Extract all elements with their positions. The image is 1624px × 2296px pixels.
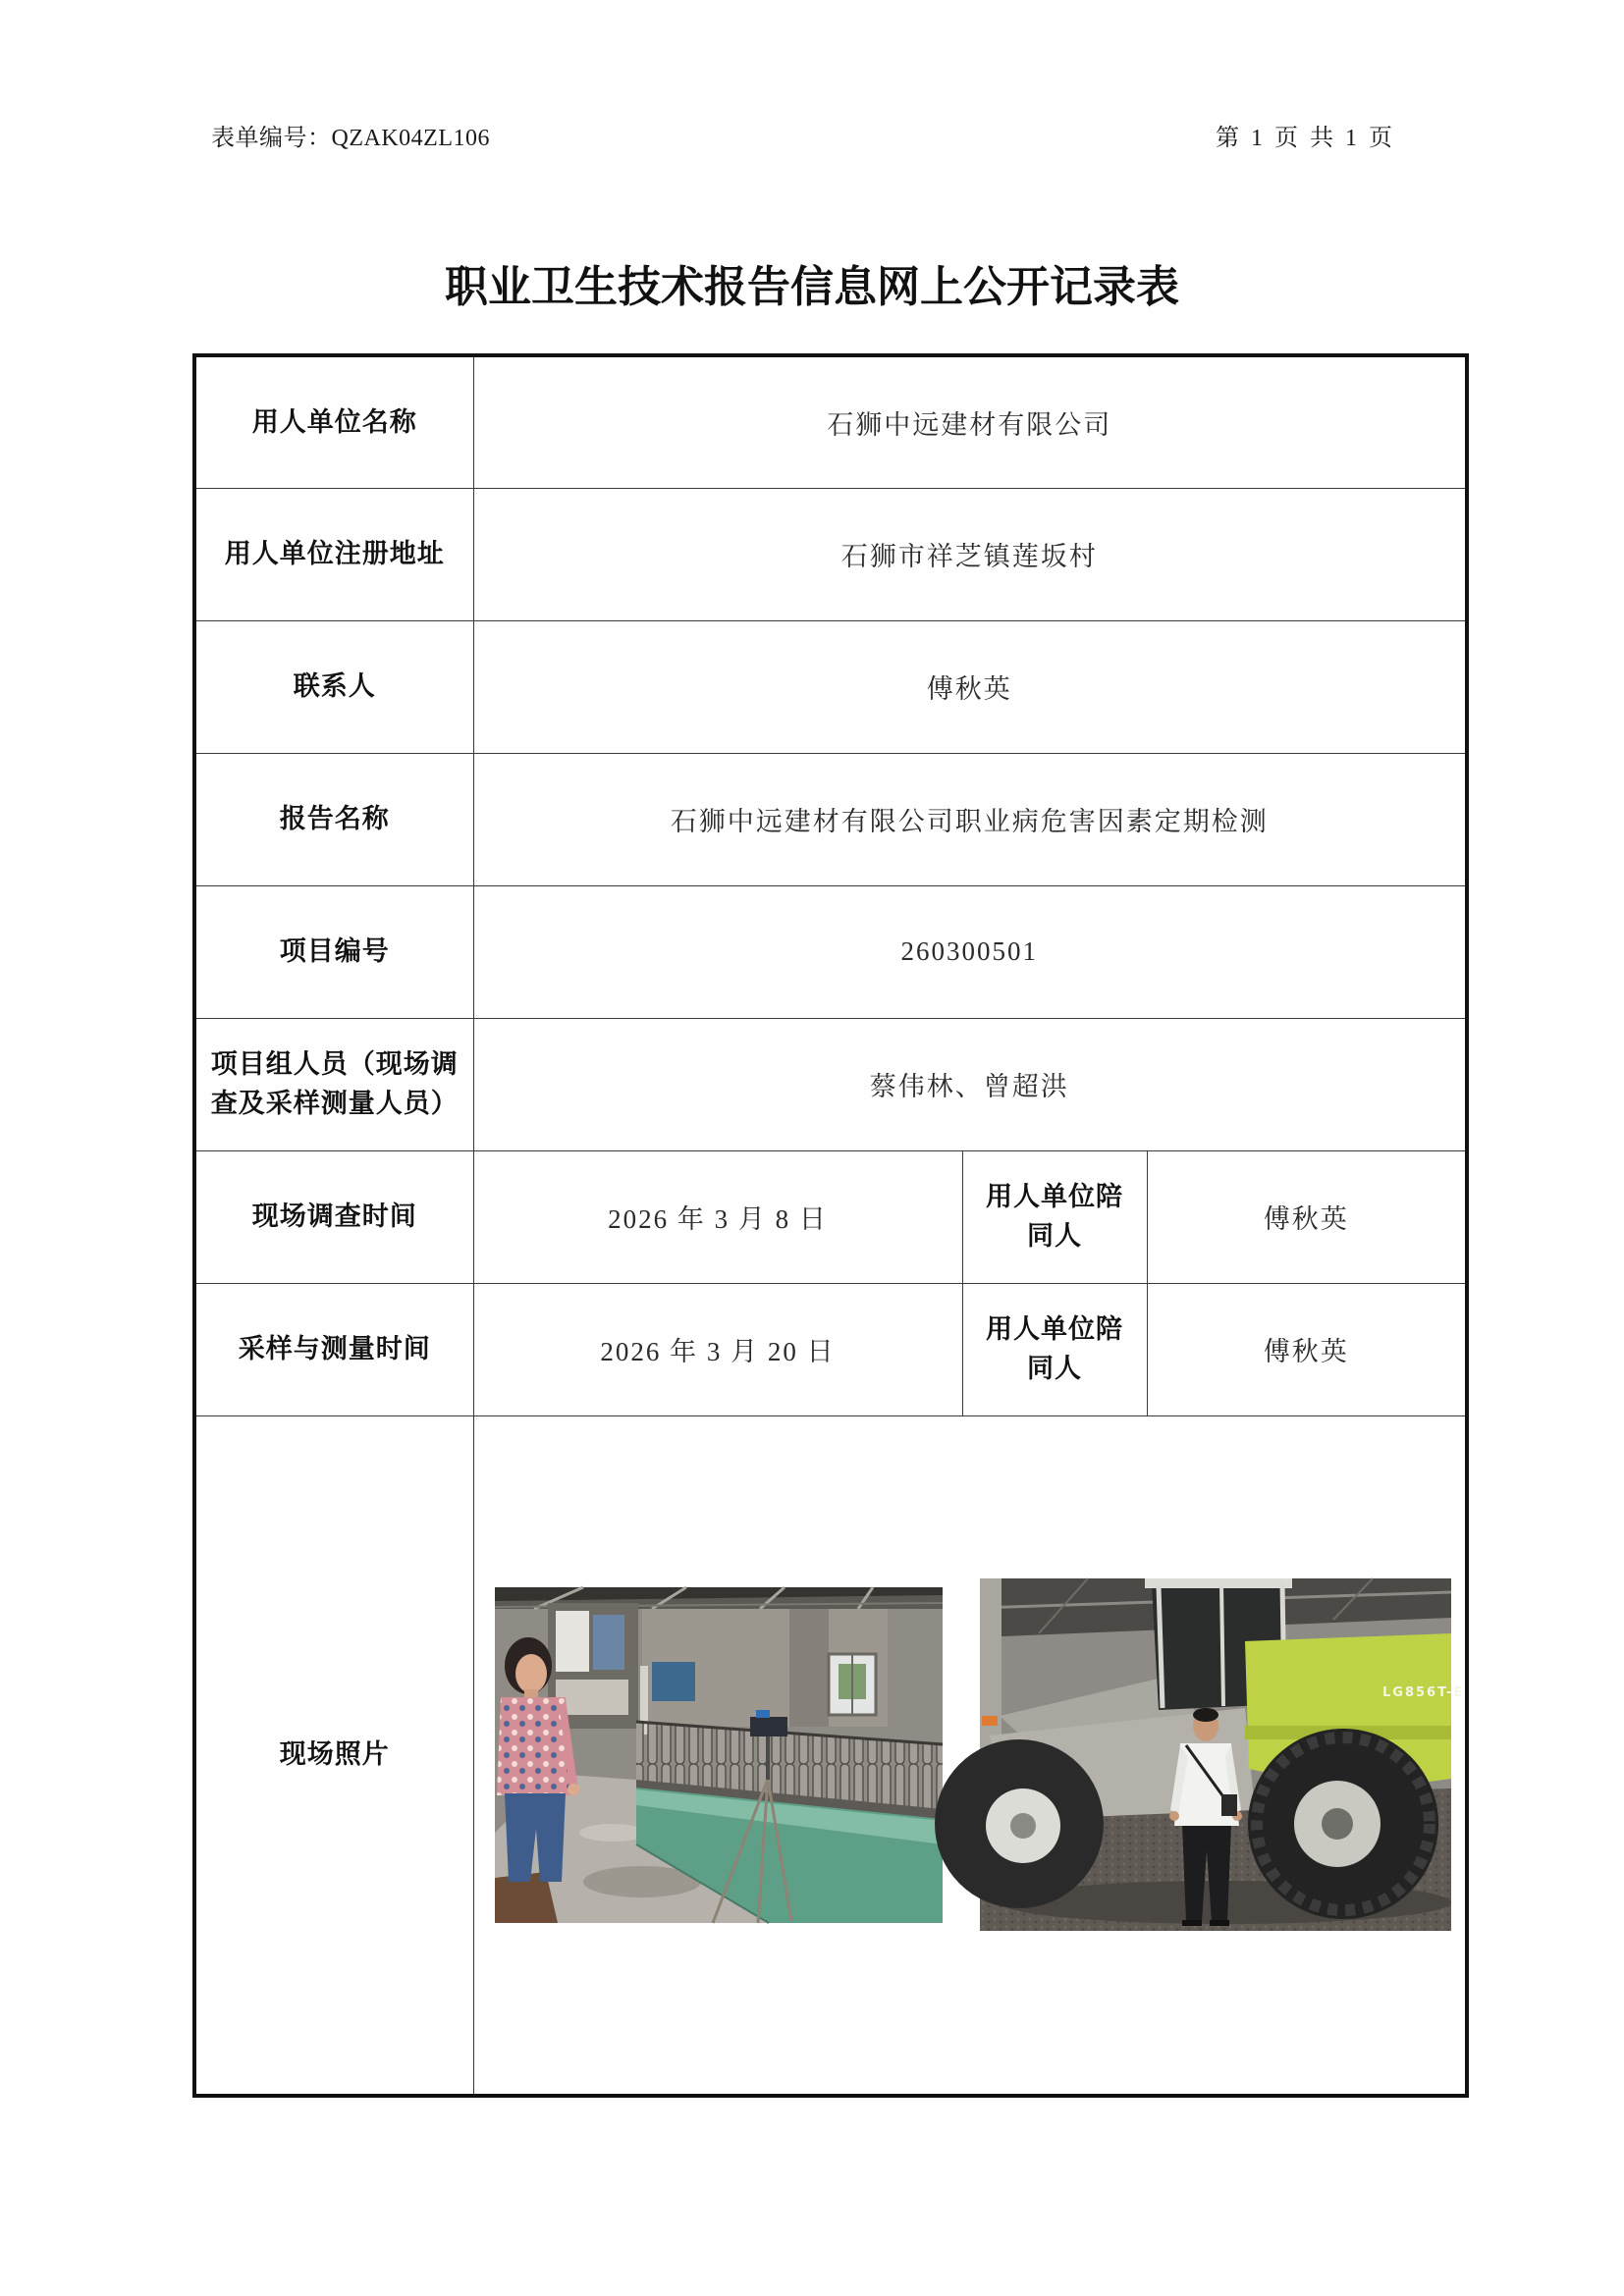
contact-value: 傅秋英: [473, 620, 1467, 753]
row-site-photos: [194, 1415, 1467, 2096]
row-report-name: [194, 753, 1467, 885]
sampling-escort-label: 用人单位陪同人: [986, 1314, 1123, 1384]
site-survey-label: 现场调查时间: [194, 1150, 473, 1283]
document-title: 职业卫生技术报告信息网上公开记录表: [445, 262, 1179, 312]
row-employer-name: [194, 355, 1467, 488]
sampling-escort-label-cell: [962, 1283, 1147, 1415]
site-photos-cell: [473, 1415, 1467, 2096]
window: [829, 1654, 876, 1715]
project-team-label: 项目组人员（现场调查及采样测量人员）: [194, 1018, 473, 1150]
site-photos-label: 现场照片: [194, 1415, 473, 2096]
project-number-value: 260300501: [473, 885, 1467, 1018]
report-name-value: 石狮中远建材有限公司职业病危害因素定期检测: [473, 753, 1467, 885]
front-tire: [935, 1739, 1104, 1908]
sampling-escort-value: 傅秋英: [1147, 1283, 1467, 1415]
site-survey-escort-value: 傅秋英: [1147, 1150, 1467, 1283]
site-survey-escort-label: 用人单位陪同人: [986, 1182, 1123, 1252]
site-photos-area: [474, 1416, 1466, 2094]
row-sampling: [194, 1283, 1467, 1415]
project-number-label: 项目编号: [194, 885, 473, 1018]
form-number: 表单编号：QZAK04ZL106: [211, 126, 490, 151]
loader-model-text: LG856T-E: [1381, 1684, 1464, 1700]
orange-sign: [982, 1716, 998, 1726]
rear-tire: [1248, 1729, 1438, 1919]
sampling-date: 2026 年 3 月 20 日: [473, 1283, 962, 1415]
row-project-team: [194, 1018, 1467, 1150]
contact-label: 联系人: [194, 620, 473, 753]
record-table: [192, 353, 1469, 2098]
sling-bag: [1221, 1794, 1237, 1816]
row-site-survey: [194, 1150, 1467, 1283]
site-photo-workshop: [495, 1587, 943, 1923]
page-info: 第 1 页 共 1 页: [1216, 126, 1392, 151]
site-photo-loader: [980, 1578, 1464, 1931]
employer-name-value: 石狮中远建材有限公司: [473, 355, 1467, 488]
sampling-label: 采样与测量时间: [194, 1283, 473, 1415]
employer-address-value: 石狮市祥芝镇莲坂村: [473, 488, 1467, 620]
site-survey-escort-label-cell: [962, 1150, 1147, 1283]
employer-address-label: 用人单位注册地址: [194, 488, 473, 620]
row-project-number: [194, 885, 1467, 1018]
site-survey-date: 2026 年 3 月 8 日: [473, 1150, 962, 1283]
row-employer-address: [194, 488, 1467, 620]
employer-name-label: 用人单位名称: [194, 355, 473, 488]
project-team-value: 蔡伟林、曾超洪: [473, 1018, 1467, 1150]
sampling-instrument: [750, 1717, 787, 1736]
row-contact: [194, 620, 1467, 753]
report-name-label: 报告名称: [194, 753, 473, 885]
